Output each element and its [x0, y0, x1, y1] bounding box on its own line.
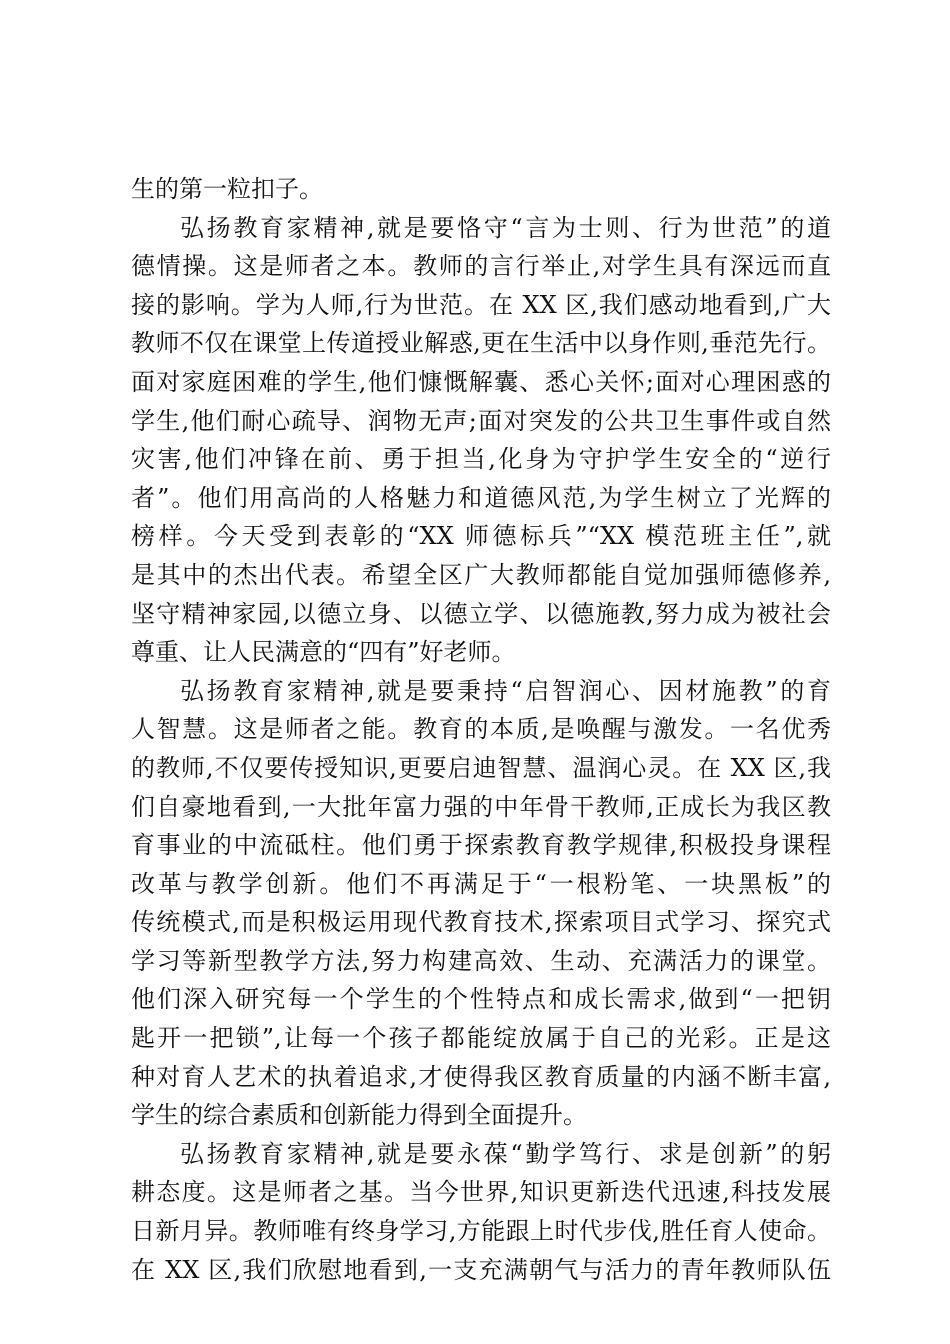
text-line: 德情操。这是师者之本。教师的言行举止,对学生具有深远而直 — [131, 252, 831, 281]
text-line: 育事业的中流砥柱。他们勇于探索教育教学规律,积极投身课程 — [131, 831, 831, 860]
paragraph-first-line: 弘扬教育家精神,就是要秉持“启智润心、因材施教”的育 — [180, 676, 831, 705]
paragraph-first-line: 弘扬教育家精神,就是要永葆“勤学笃行、求是创新”的躬 — [180, 1139, 831, 1168]
text-line: 改革与教学创新。他们不再满足于“一根粉笔、一块黑板”的 — [131, 869, 831, 898]
text-line: 们自豪地看到,一大批年富力强的中年骨干教师,正成长为我区教 — [131, 792, 831, 821]
text-line: 学生的综合素质和创新能力得到全面提升。 — [131, 1101, 587, 1130]
text-line: 的教师,不仅要传授知识,更要启迪智慧、温润心灵。在 XX 区,我 — [131, 753, 831, 782]
text-line: 是其中的杰出代表。希望全区广大教师都能自觉加强师德修养, — [131, 560, 831, 589]
text-line: 他们深入研究每一个学生的个性特点和成长需求,做到“一把钥 — [131, 985, 831, 1014]
text-line: 学生,他们耐心疏导、润物无声;面对突发的公共卫生事件或自然 — [131, 406, 831, 435]
text-line: 种对育人艺术的执着追求,才使得我区教育质量的内涵不断丰富, — [131, 1062, 831, 1091]
text-line: 耕态度。这是师者之基。当今世界,知识更新迭代迅速,科技发展 — [131, 1178, 831, 1207]
text-line: 尊重、让人民满意的“四有”好老师。 — [131, 638, 516, 667]
text-line: 坚守精神家园,以德立身、以德立学、以德施教,努力成为被社会 — [131, 599, 831, 628]
text-line: 在 XX 区,我们欣慰地看到,一支充满朝气与活力的青年教师队伍 — [131, 1255, 831, 1284]
body-text — [131, 170, 831, 1289]
text-line: 接的影响。学为人师,行为世范。在 XX 区,我们感动地看到,广大 — [131, 290, 831, 319]
text-line: 面对家庭困难的学生,他们慷慨解囊、悉心关怀;面对心理困惑的 — [131, 367, 831, 396]
text-line: 匙开一把锁”,让每一个孩子都能绽放属于自己的光彩。正是这 — [131, 1024, 831, 1053]
text-line: 传统模式,而是积极运用现代教育技术,探索项目式学习、探究式 — [131, 908, 831, 937]
text-line: 生的第一粒扣子。 — [131, 175, 323, 203]
text-line: 教师不仅在课堂上传道授业解惑,更在生活中以身作则,垂范先行。 — [131, 329, 831, 358]
text-line: 灾害,他们冲锋在前、勇于担当,化身为守护学生安全的“逆行 — [131, 445, 831, 474]
text-line: 日新月异。教师唯有终身学习,方能跟上时代步伐,胜任育人使命。 — [131, 1217, 831, 1246]
text-line: 者”。他们用高尚的人格魅力和道德风范,为学生树立了光辉的 — [131, 483, 831, 512]
paragraph-first-line: 弘扬教育家精神,就是要恪守“言为士则、行为世范”的道 — [180, 213, 831, 242]
text-line: 榜样。今天受到表彰的“XX 师德标兵”“XX 模范班主任”,就 — [131, 522, 831, 551]
text-line: 人智慧。这是师者之能。教育的本质,是唤醒与激发。一名优秀 — [131, 715, 831, 744]
text-line: 学习等新型教学方法,努力构建高效、生动、充满活力的课堂。 — [131, 946, 831, 975]
